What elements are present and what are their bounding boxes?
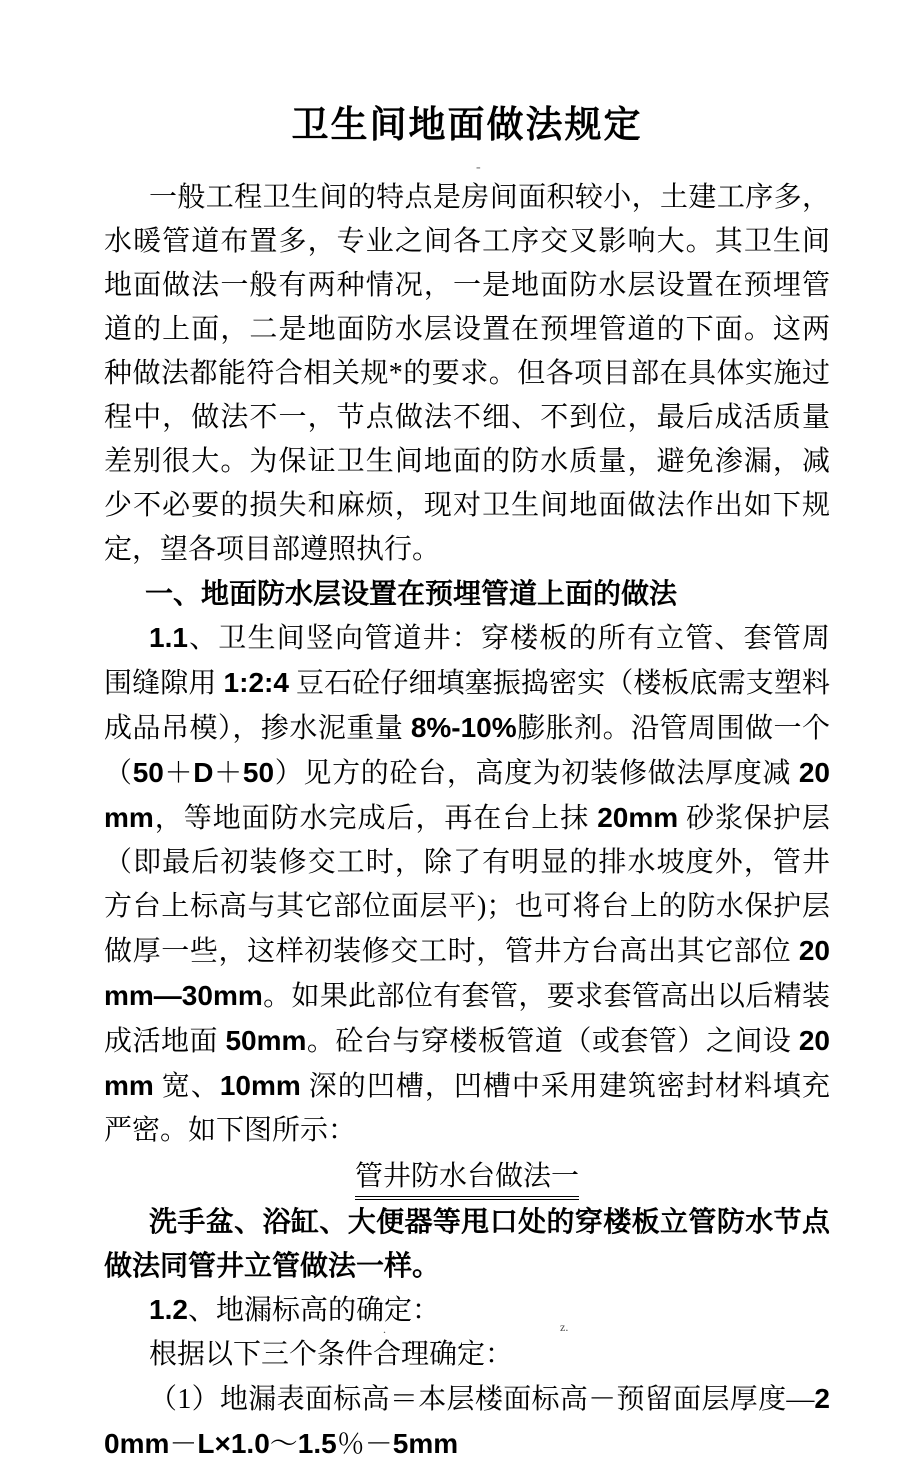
text-run: 根据以下三个条件合理确定： (149, 1339, 514, 1370)
text-run: 一般工程卫生间的特点是房间面积较小，土建工序多，水暖管道布置多，专业之间各工序交叉影响大。其卫生间地面做法一般有两种情况，一是地面防水层设置在预埋管道的上面，二是地面防水层设置在预埋管道的下面。这两种做法都能符合相关规*的要求。但各项目部在具体实施过程中，做法不一，节点做法不细、不到位，最后成活质量差别很大。为保证卫生间地面的防水质量，避免渗漏，减少不必要的损失和麻烦，现对卫生间地面做法作出如下规定，望各项目部遵照执行。 (104, 182, 830, 565)
figure-caption (104, 1155, 830, 1200)
number-run: 1.5 (297, 1428, 337, 1459)
document-title: 卫生间地面做法规定 (291, 105, 643, 146)
paragraph (104, 1377, 830, 1467)
number-run: 50mm (225, 1025, 307, 1056)
number-run: 5mm (392, 1428, 459, 1459)
document-page (0, 102, 920, 1460)
text-run: － (169, 1429, 198, 1460)
text-run: 豆石砼仔细填塞振捣密实（楼板底需支塑料成品吊模），掺水泥重量 (104, 668, 830, 744)
text-run: 。如果此部位有套管，要求套管高出以后精装成活地面 (104, 981, 830, 1057)
section-heading (104, 572, 830, 616)
number-run: 20mm (104, 1383, 830, 1459)
number-run: 20mm (104, 1025, 830, 1101)
text-run: 。砼台与穿楼板管道（或套管）之间设 (306, 1026, 799, 1057)
text-run: 洗手盆、浴缸、大便器等甩口处的穿楼板立管防水节点做法同管井立管做法一样。 (104, 1206, 830, 1281)
number-run: D (193, 757, 214, 788)
paragraph (104, 176, 830, 572)
number-run: 1.2 (149, 1294, 188, 1325)
paragraph (104, 1333, 830, 1377)
number-run: 20mm—30mm (104, 935, 830, 1011)
text-run: 一、地面防水层设置在预埋管道上面的做法 (145, 578, 678, 609)
text-run: 膨胀剂。沿管周围做一个（ (104, 713, 830, 789)
paragraph (104, 616, 830, 1153)
text-run: ＋ (163, 758, 194, 789)
text-run: ＋ (213, 758, 243, 789)
text-run: ～ (269, 1429, 298, 1460)
text-run: 管井防水台做法一 (354, 1161, 579, 1192)
number-run: 1:2:4 (223, 667, 289, 698)
number-run: 50 (132, 757, 164, 788)
number-run: 1.1 (149, 622, 188, 653)
text-run: 砂浆保护层（即最后初装修交工时，除了有明显的排水坡度外，管井方台上标高与其它部位面层平)；也可将台上的防水保护层做厚一些，这样初装修交工时，管井方台高出其它部位 (104, 803, 830, 967)
page-bottom-mark-left: . (383, 1322, 386, 1336)
number-run: 20mm (104, 757, 830, 833)
text-run: ％－ (336, 1429, 393, 1460)
number-run: 20mm (597, 802, 679, 833)
document-blocks (104, 176, 830, 1467)
text-run: （1）地漏表面标高＝本层楼面标高－预留面层厚度— (149, 1384, 815, 1415)
paragraph (104, 1288, 830, 1333)
text-run: 、卫生间竖向管道井：穿楼板的所有立管、套管周围缝隙用 (104, 623, 830, 699)
text-run: 宽、 (153, 1071, 220, 1102)
figure-caption-text (355, 1158, 579, 1200)
number-run: 50 (242, 757, 275, 788)
text-run: ）见方的砼台，高度为初装修做法厚度减 (274, 758, 799, 789)
number-run: L×1.0 (197, 1428, 270, 1459)
number-run: 10mm (219, 1070, 301, 1101)
text-run: 深的凹槽，凹槽中采用建筑密封材料填充严密。如下图所示： (104, 1071, 830, 1146)
page-bottom-mark-right: z. (560, 1320, 569, 1334)
page-top-mark: - (476, 160, 481, 175)
paragraph (104, 1200, 830, 1288)
text-run: 、地漏标高的确定： (187, 1295, 440, 1326)
number-run: 8%-10% (410, 712, 517, 743)
text-run: ，等地面防水完成后，再在台上抹 (153, 803, 598, 834)
